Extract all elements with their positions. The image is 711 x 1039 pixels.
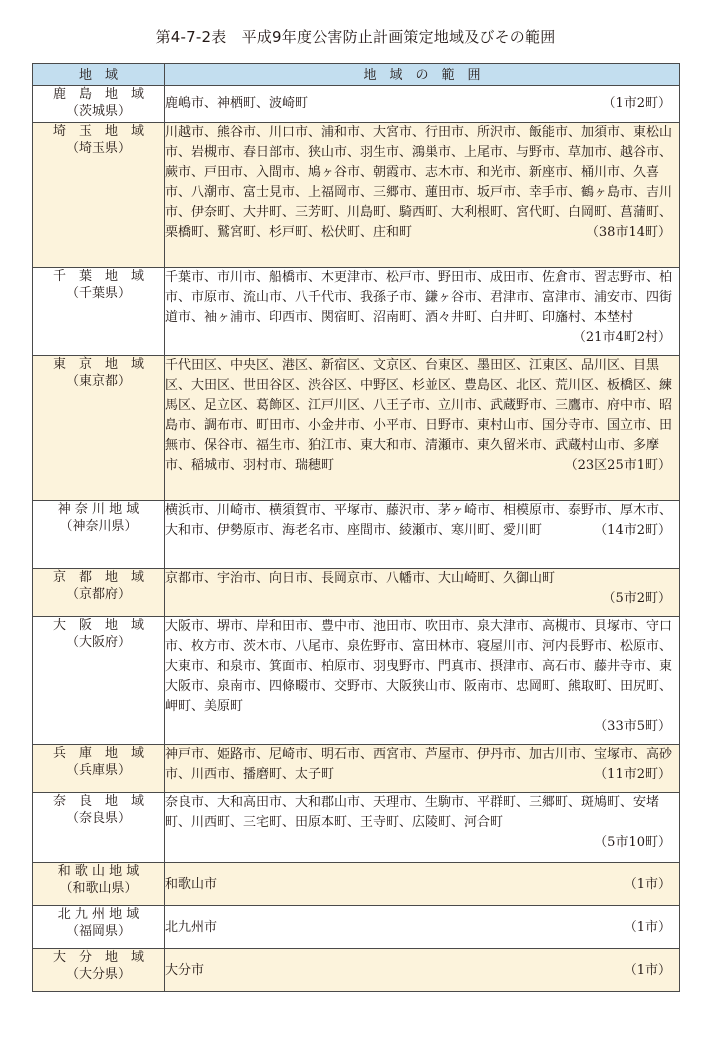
region-cell xyxy=(33,356,165,501)
region-name: 埼 玉 地 域 xyxy=(52,124,144,139)
region-prefecture: （神奈川県） xyxy=(59,519,138,534)
table-header-row xyxy=(33,64,680,86)
region-name: 鹿 島 地 域 xyxy=(52,87,144,102)
scope-count: （38市14町） xyxy=(585,225,671,240)
region-cell xyxy=(33,123,165,268)
region-prefecture: （千葉県） xyxy=(65,286,131,301)
table-row xyxy=(33,501,680,569)
table-row xyxy=(33,745,680,793)
scope-cities: 奈良市、大和高田市、大和郡山市、天理市、生駒市、平群町、三郷町、斑鳩町、安堵町、川西町、三宅町、田原本町、王寺町、広陵町、河合町 xyxy=(165,795,660,830)
table-row xyxy=(33,793,680,863)
region-prefecture: （兵庫県） xyxy=(65,763,131,778)
table-row xyxy=(33,268,680,356)
region-cell xyxy=(33,949,165,992)
pollution-control-area-table xyxy=(32,63,680,992)
table-row xyxy=(33,617,680,745)
table-row xyxy=(33,86,680,123)
region-cell xyxy=(33,617,165,745)
region-prefecture: （東京都） xyxy=(65,374,131,389)
region-cell xyxy=(33,863,165,906)
scope-cities: 大阪市、堺市、岸和田市、豊中市、池田市、吹田市、泉大津市、高槻市、貝塚市、守口市、枚方市、茨木市、八尾市、泉佐野市、富田林市、寝屋川市、河内長野市、松原市、大東市、和泉市、箕面市、柏原市、羽曳野市、門真市、摂津市、高石市、藤井寺市、東大阪市、泉南市、四條畷市、交野市、大阪狭山市、阪南市、忠岡町、熊取町、田尻町、岬町、美原町 xyxy=(165,619,673,714)
scope-cell xyxy=(165,569,680,617)
region-prefecture: （埼玉県） xyxy=(65,141,131,156)
scope-cell xyxy=(165,356,680,501)
scope-cell xyxy=(165,123,680,268)
scope-count: （1市） xyxy=(623,877,671,892)
scope-count: （1市） xyxy=(623,963,671,978)
scope-count: （23区25市1町） xyxy=(564,458,671,473)
scope-cell xyxy=(165,863,680,906)
header-scope: 地 域 の 範 囲 xyxy=(165,64,680,86)
scope-cities: 大分市 xyxy=(165,963,205,978)
region-cell xyxy=(33,793,165,863)
scope-cell xyxy=(165,793,680,863)
scope-cities: 鹿嶋市、神栖町、波崎町 xyxy=(165,96,309,111)
table-row xyxy=(33,906,680,949)
scope-count: （14市2町） xyxy=(594,523,671,538)
table-row xyxy=(33,863,680,906)
scope-cities: 神戸市、姫路市、尼崎市、明石市、西宮市、芦屋市、伊丹市、加古川市、宝塚市、高砂市、川西市、播磨町、太子町 xyxy=(165,747,673,782)
scope-cell xyxy=(165,949,680,992)
region-name: 和 歌 山 地 域 xyxy=(57,864,140,879)
region-cell xyxy=(33,501,165,569)
scope-cell xyxy=(165,501,680,569)
scope-count: （1市2町） xyxy=(602,96,671,111)
scope-cell xyxy=(165,906,680,949)
scope-cities: 和歌山市 xyxy=(165,877,218,892)
region-prefecture: （和歌山県） xyxy=(59,881,138,896)
scope-cities: 千葉市、市川市、船橋市、木更津市、松戸市、野田市、成田市、佐倉市、習志野市、柏市、市原市、流山市、八千代市、我孫子市、鎌ヶ谷市、君津市、富津市、浦安市、四街道市、袖ヶ浦市、印西市、関宿町、沼南町、酒々井町、白井町、印旛村、本埜村 xyxy=(165,270,673,325)
scope-cities: 川越市、熊谷市、川口市、浦和市、大宮市、行田市、所沢市、飯能市、加須市、東松山市、岩槻市、春日部市、狭山市、羽生市、鴻巣市、上尾市、与野市、草加市、越谷市、蕨市、戸田市、入間市、鳩ヶ谷市、朝霞市、志木市、和光市、新座市、桶川市、久喜市、八潮市、富士見市、上福岡市、三郷市、蓮田市、坂戸市、幸手市、鶴ヶ島市、吉川市、伊奈町、大井町、三芳町、川島町、騎西町、大利根町、宮代町、白岡町、菖蒲町、栗橋町、鷲宮町、杉戸町、松伏町、庄和町 xyxy=(165,125,673,240)
region-cell xyxy=(33,86,165,123)
region-cell xyxy=(33,569,165,617)
region-name: 大 分 地 域 xyxy=(52,950,144,965)
region-name: 大 阪 地 域 xyxy=(52,618,144,633)
region-prefecture: （奈良県） xyxy=(65,811,131,826)
region-name: 京 都 地 域 xyxy=(52,570,144,585)
scope-cell xyxy=(165,745,680,793)
region-cell xyxy=(33,268,165,356)
scope-count: （5市2町） xyxy=(602,591,671,606)
region-name: 東 京 地 域 xyxy=(52,357,144,372)
region-name: 兵 庫 地 域 xyxy=(52,746,144,761)
scope-cell xyxy=(165,86,680,123)
scope-cities: 横浜市、川崎市、横須賀市、平塚市、藤沢市、茅ヶ崎市、相模原市、泰野市、厚木市、大和市、伊勢原市、海老名市、座間市、綾瀬市、寒川町、愛川町 xyxy=(165,503,673,538)
scope-cities: 千代田区、中央区、港区、新宿区、文京区、台東区、墨田区、江東区、品川区、目黒区、大田区、世田谷区、渋谷区、中野区、杉並区、豊島区、北区、荒川区、板橋区、練馬区、足立区、葛飾区、江戸川区、八王子市、立川市、武蔵野市、三鷹市、府中市、昭島市、調布市、町田市、小金井市、小平市、日野市、東村山市、国分寺市、国立市、田無市、保谷市、福生市、狛江市、東大和市、清瀬市、東久留米市、武蔵村山市、多摩市、稲城市、羽村市、瑞穂町 xyxy=(165,358,673,473)
region-name: 神 奈 川 地 域 xyxy=(57,502,140,517)
region-name: 北 九 州 地 域 xyxy=(57,907,140,922)
table-row xyxy=(33,949,680,992)
table-row xyxy=(33,356,680,501)
scope-count: （1市） xyxy=(623,920,671,935)
region-prefecture: （大阪府） xyxy=(65,635,131,650)
region-prefecture: （茨城県） xyxy=(65,104,131,119)
scope-cell xyxy=(165,268,680,356)
region-name: 千 葉 地 域 xyxy=(52,269,144,284)
scope-cities: 京都市、宇治市、向日市、長岡京市、八幡市、大山崎町、久御山町 xyxy=(165,571,556,586)
scope-count: （33市5町） xyxy=(594,719,671,734)
region-cell xyxy=(33,745,165,793)
table-title: 第4-7-2表 平成9年度公害防止計画策定地域及びその範囲 xyxy=(155,28,556,46)
table-row xyxy=(33,123,680,268)
header-region: 地 域 xyxy=(33,64,165,86)
scope-count: （21市4町2村） xyxy=(572,330,671,345)
region-name: 奈 良 地 域 xyxy=(52,794,144,809)
table-row xyxy=(33,569,680,617)
scope-count: （11市2町） xyxy=(594,767,671,782)
region-prefecture: （京都府） xyxy=(65,587,131,602)
region-cell xyxy=(33,906,165,949)
region-prefecture: （大分県） xyxy=(65,967,131,982)
scope-cities: 北九州市 xyxy=(165,920,218,935)
scope-cell xyxy=(165,617,680,745)
scope-count: （5市10町） xyxy=(594,835,671,850)
region-prefecture: （福岡県） xyxy=(65,924,131,939)
